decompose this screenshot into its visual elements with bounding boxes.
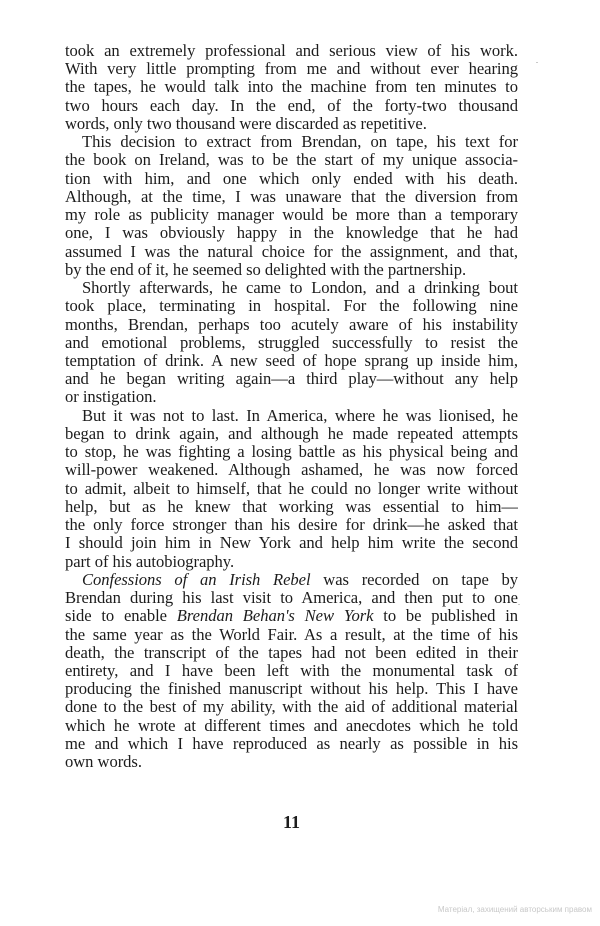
- text-line: help, but as he knew that working was essential to him—: [65, 497, 518, 516]
- text-segment: was recorded on tape by: [310, 570, 518, 589]
- text-line: done to the best of my ability, with the aid of additional material: [65, 698, 518, 717]
- text-line: and emotional problems, struggled successfully to resist the: [65, 333, 518, 352]
- text-line: [65, 607, 518, 625]
- text-line: But it was not to last. In America, where he was lionised, he: [82, 406, 518, 425]
- text-line: two hours each day. In the end, of the forty-two thousand: [65, 96, 518, 115]
- text-line: and he began writing again—a third play—without any help: [65, 370, 518, 389]
- text-line: one, I was obviously happy in the knowledge that he had: [65, 224, 518, 243]
- text-line: the same year as the World Fair. As a result, at the time of his: [65, 625, 518, 644]
- copyright-watermark: Матеріал, захищений авторським правом: [437, 905, 592, 914]
- text-line: assumed I was the natural choice for the assignment, and that,: [65, 242, 518, 261]
- book-title-new-york: Brendan Behan's New York: [176, 607, 374, 626]
- scan-speck: [536, 62, 538, 63]
- text-line: the tapes, he would talk into the machine from ten minutes to: [65, 78, 518, 97]
- text-line: my role as publicity manager would be more than a temporary: [65, 206, 518, 225]
- text-line: death, the transcript of the tapes had not been edited in their: [65, 643, 518, 662]
- text-line: which he wrote at different times and anecdotes which he told: [65, 716, 518, 735]
- text-line: tion with him, and one which only ended with his death.: [65, 169, 518, 188]
- text-segment: side to enable: [65, 607, 177, 626]
- text-line: entirety, and I have been left with the monumental task of: [65, 661, 518, 680]
- text-line: With very little prompting from me and without ever hearing: [65, 60, 518, 79]
- text-line: took place, terminating in hospital. For the following nine: [65, 297, 518, 316]
- text-line: the book on Ireland, was to be the start of my unique associa-: [65, 151, 518, 170]
- text-line: to admit, albeit to himself, that he could no longer write without: [65, 479, 518, 498]
- text-line: Shortly afterwards, he came to London, and a drinking bout: [82, 279, 518, 298]
- page-number: 11: [282, 812, 300, 832]
- text-line: began to drink again, and although he made repeated attempts: [65, 424, 518, 443]
- text-line: me and which I have reproduced as nearly as possible in his: [65, 734, 518, 753]
- text-line: words, only two thousand were discarded as repetitive.: [65, 114, 427, 133]
- text-line: the only force stronger than his desire for drink—he asked that: [65, 516, 518, 535]
- text-line: to stop, he was fighting a losing battle as his physical being and: [65, 443, 518, 462]
- book-title-confessions: Confessions of an Irish Rebel: [82, 570, 311, 589]
- text-line: producing the finished manuscript without his help. This I have: [65, 680, 518, 699]
- text-segment: to be published in: [373, 607, 518, 626]
- text-line: will-power weakened. Although ashamed, he was now forced: [65, 461, 518, 480]
- text-line: [65, 571, 518, 589]
- text-line: temptation of drink. A new seed of hope sprang up inside him,: [65, 351, 518, 370]
- text-line: or instigation.: [65, 388, 157, 407]
- text-line: I should join him in New York and help him write the second: [65, 534, 518, 553]
- scan-speck: [518, 604, 520, 605]
- text-line: Brendan during his last visit to America, and then put to one: [65, 589, 518, 608]
- text-line: took an extremely professional and serious view of his work.: [65, 42, 518, 60]
- text-line: Although, at the time, I was unaware that the diversion from: [65, 187, 518, 206]
- body-text: [65, 42, 518, 771]
- text-line: This decision to extract from Brendan, on tape, his text for: [82, 133, 518, 152]
- text-line: own words.: [65, 753, 142, 772]
- text-line: part of his autobiography.: [65, 552, 235, 571]
- text-line: months, Brendan, perhaps too acutely aware of his instability: [65, 315, 518, 334]
- text-line: by the end of it, he seemed so delighted with the partnership.: [65, 260, 467, 279]
